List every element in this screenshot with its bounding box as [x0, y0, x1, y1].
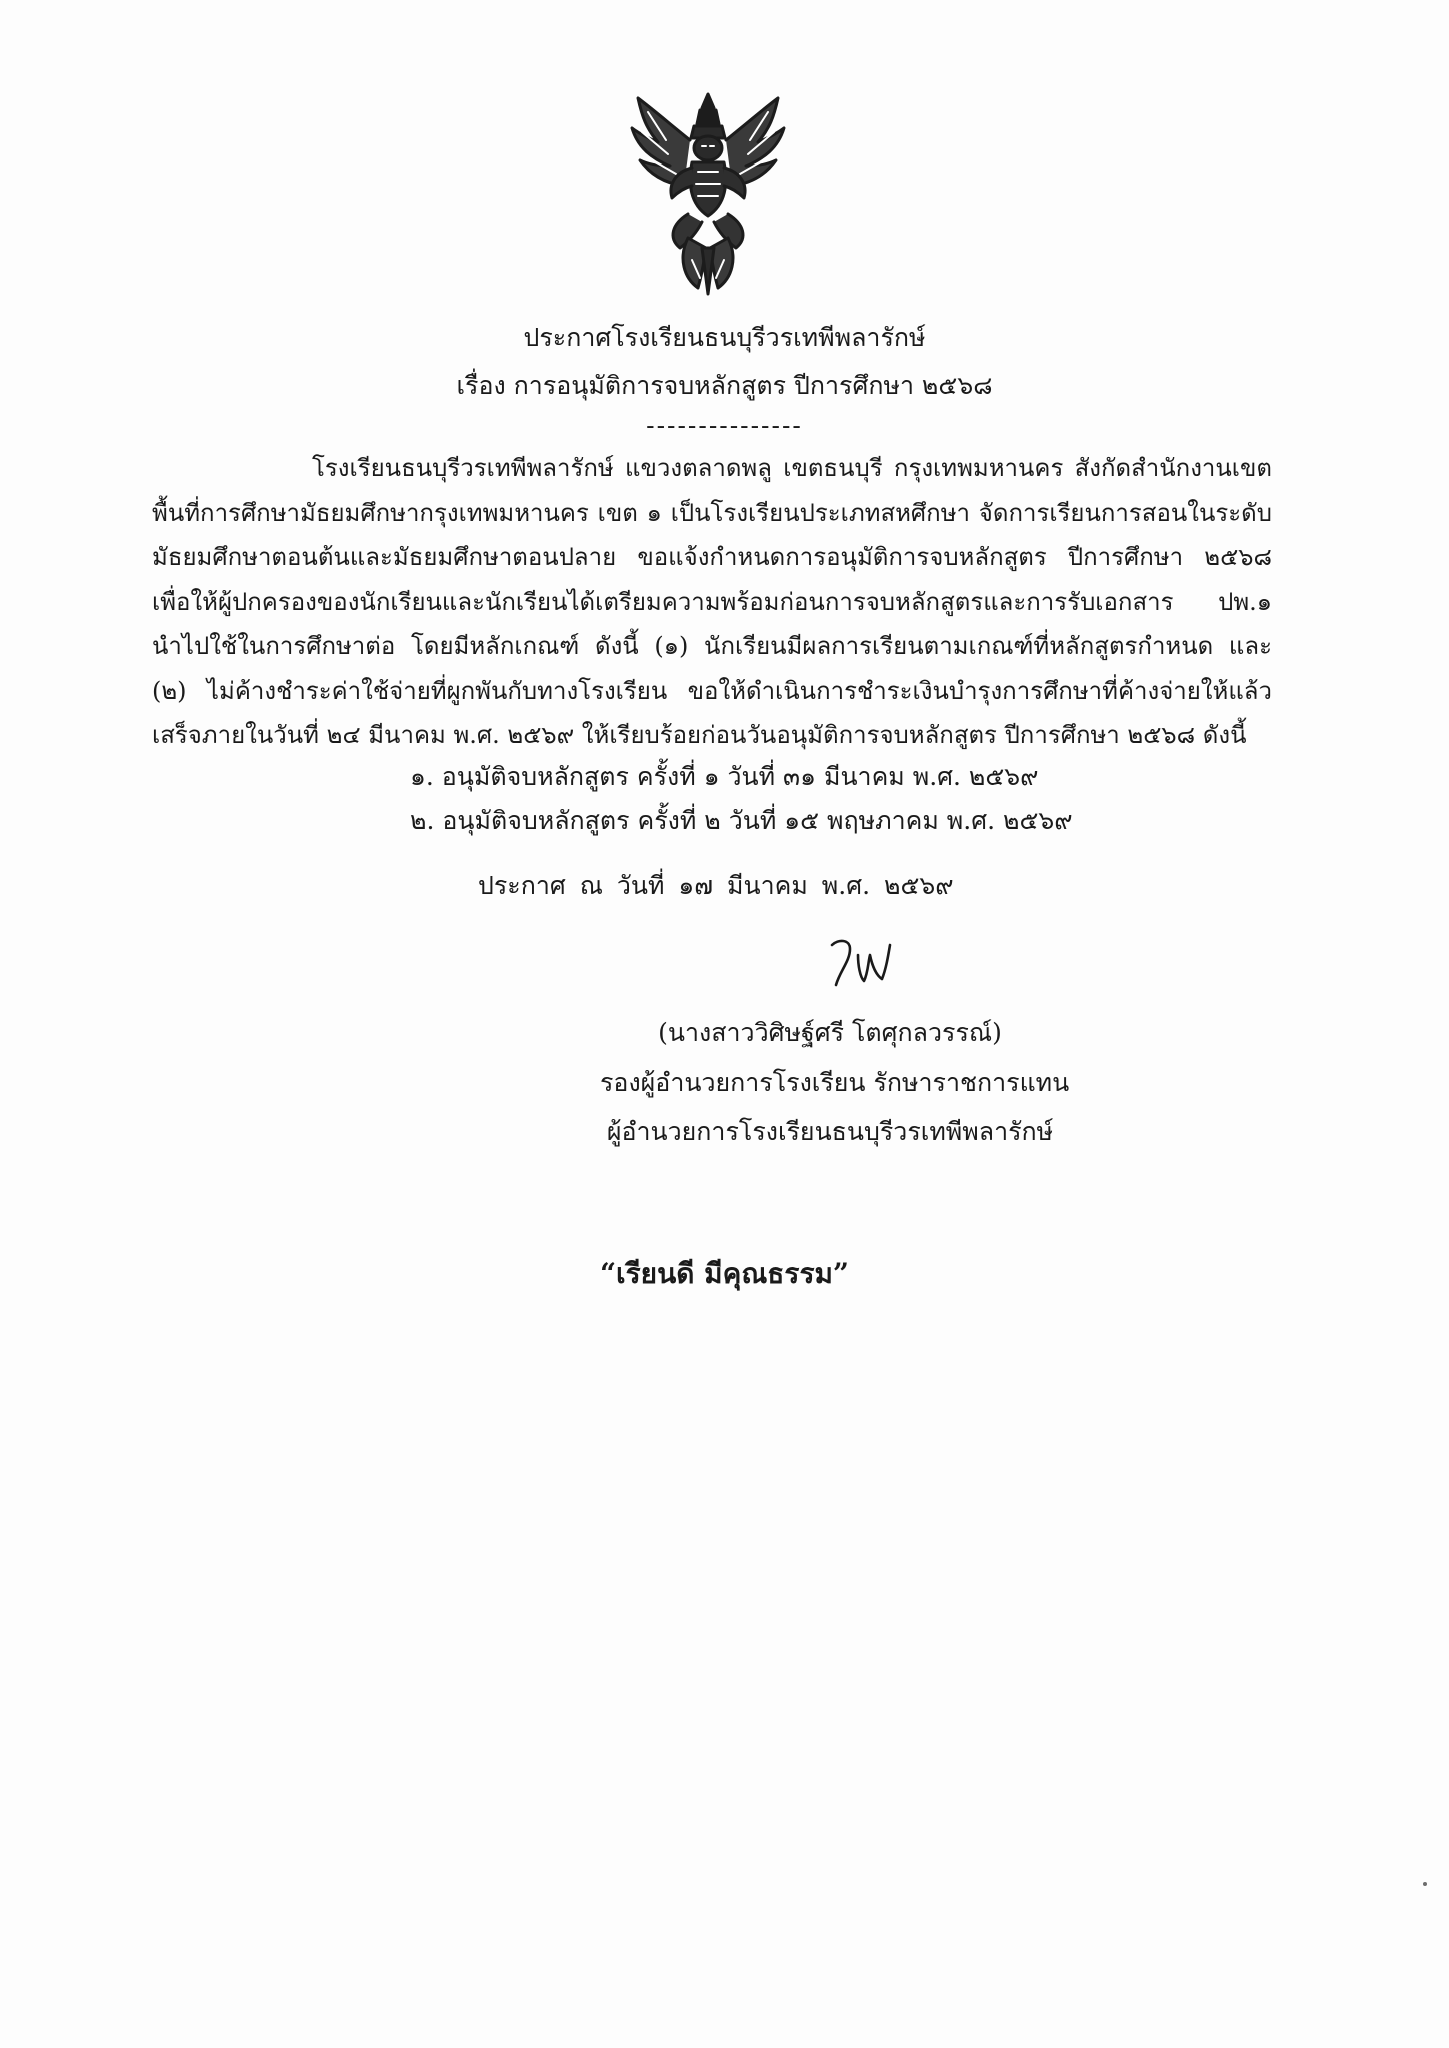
school-motto: “เรียนดี มีคุณธรรม”	[599, 1257, 850, 1290]
garuda-emblem-icon	[618, 88, 798, 298]
announcement-date: ประกาศ ณ วันที่ ๑๗ มีนาคม พ.ศ. ๒๕๖๙	[478, 871, 954, 900]
scan-speck	[1423, 1882, 1427, 1886]
signer-position: ผู้อำนวยการโรงเรียนธนบุรีวรเทพีพลารักษ์	[606, 1117, 1054, 1146]
announcement-title: ประกาศโรงเรียนธนบุรีวรเทพีพลารักษ์	[523, 323, 926, 352]
signer-position: รองผู้อำนวยการโรงเรียน รักษาราชการแทน	[600, 1068, 1070, 1097]
list-item: ๒. อนุมัติจบหลักสูตร ครั้งที่ ๒ วันที่ ๑๕ พฤษภาคม พ.ศ. ๒๕๖๙	[410, 806, 1073, 835]
signer-name: (นางสาววิศิษฐ์ศรี โตศุกลวรรณ์)	[658, 1018, 1002, 1047]
announcement-subject: เรื่อง การอนุมัติการจบหลักสูตร ปีการศึกษา ๒๕๖๘	[456, 371, 993, 400]
list-item: ๑. อนุมัติจบหลักสูตร ครั้งที่ ๑ วันที่ ๓๑ มีนาคม พ.ศ. ๒๕๖๙	[410, 762, 1039, 791]
body-paragraph: โรงเรียนธนบุรีวรเทพีพลารักษ์ แขวงตลาดพลู เขตธนบุรี กรุงเทพมหานคร สังกัดสำนักงานเขตพื้นที่การศึกษามัธยมศึกษากรุงเทพมหานคร เขต ๑ เป็นโรงเรียนประเภทสหศึกษา จัดการเรียนการสอนในระดับมัธยมศึกษาตอนต้นและมัธยมศึกษาตอนปลาย ขอแจ้งกำหนดการอนุมัติการจบหลักสูตร ปีการศึกษา ๒๕๖๘ เพื่อให้ผู้ปกครองของนักเรียนและนักเรียนได้เตรียมความพร้อมก่อนการจบหลักสูตรและการรับเอกสาร ปพ.๑ นำไปใช้ในการศึกษาต่อ โดยมีหลักเกณฑ์ ดังนี้ (๑) นักเรียนมีผลการเรียนตามเกณฑ์ที่หลักสูตรกำหนด และ (๒) ไม่ค้างชำระค่าใช้จ่ายที่ผูกพันกับทางโรงเรียน ขอให้ดำเนินการชำระเงินบำรุงการศึกษาที่ค้างจ่ายให้แล้วเสร็จภายในวันที่ ๒๔ มีนาคม พ.ศ. ๒๕๖๙ ให้เรียบร้อยก่อนวันอนุมัติการจบหลักสูตร ปีการศึกษา ๒๕๖๘ ดังนี้	[152, 454, 1272, 749]
title-divider: ---------------	[646, 411, 803, 440]
handwritten-signature-icon	[828, 935, 894, 991]
